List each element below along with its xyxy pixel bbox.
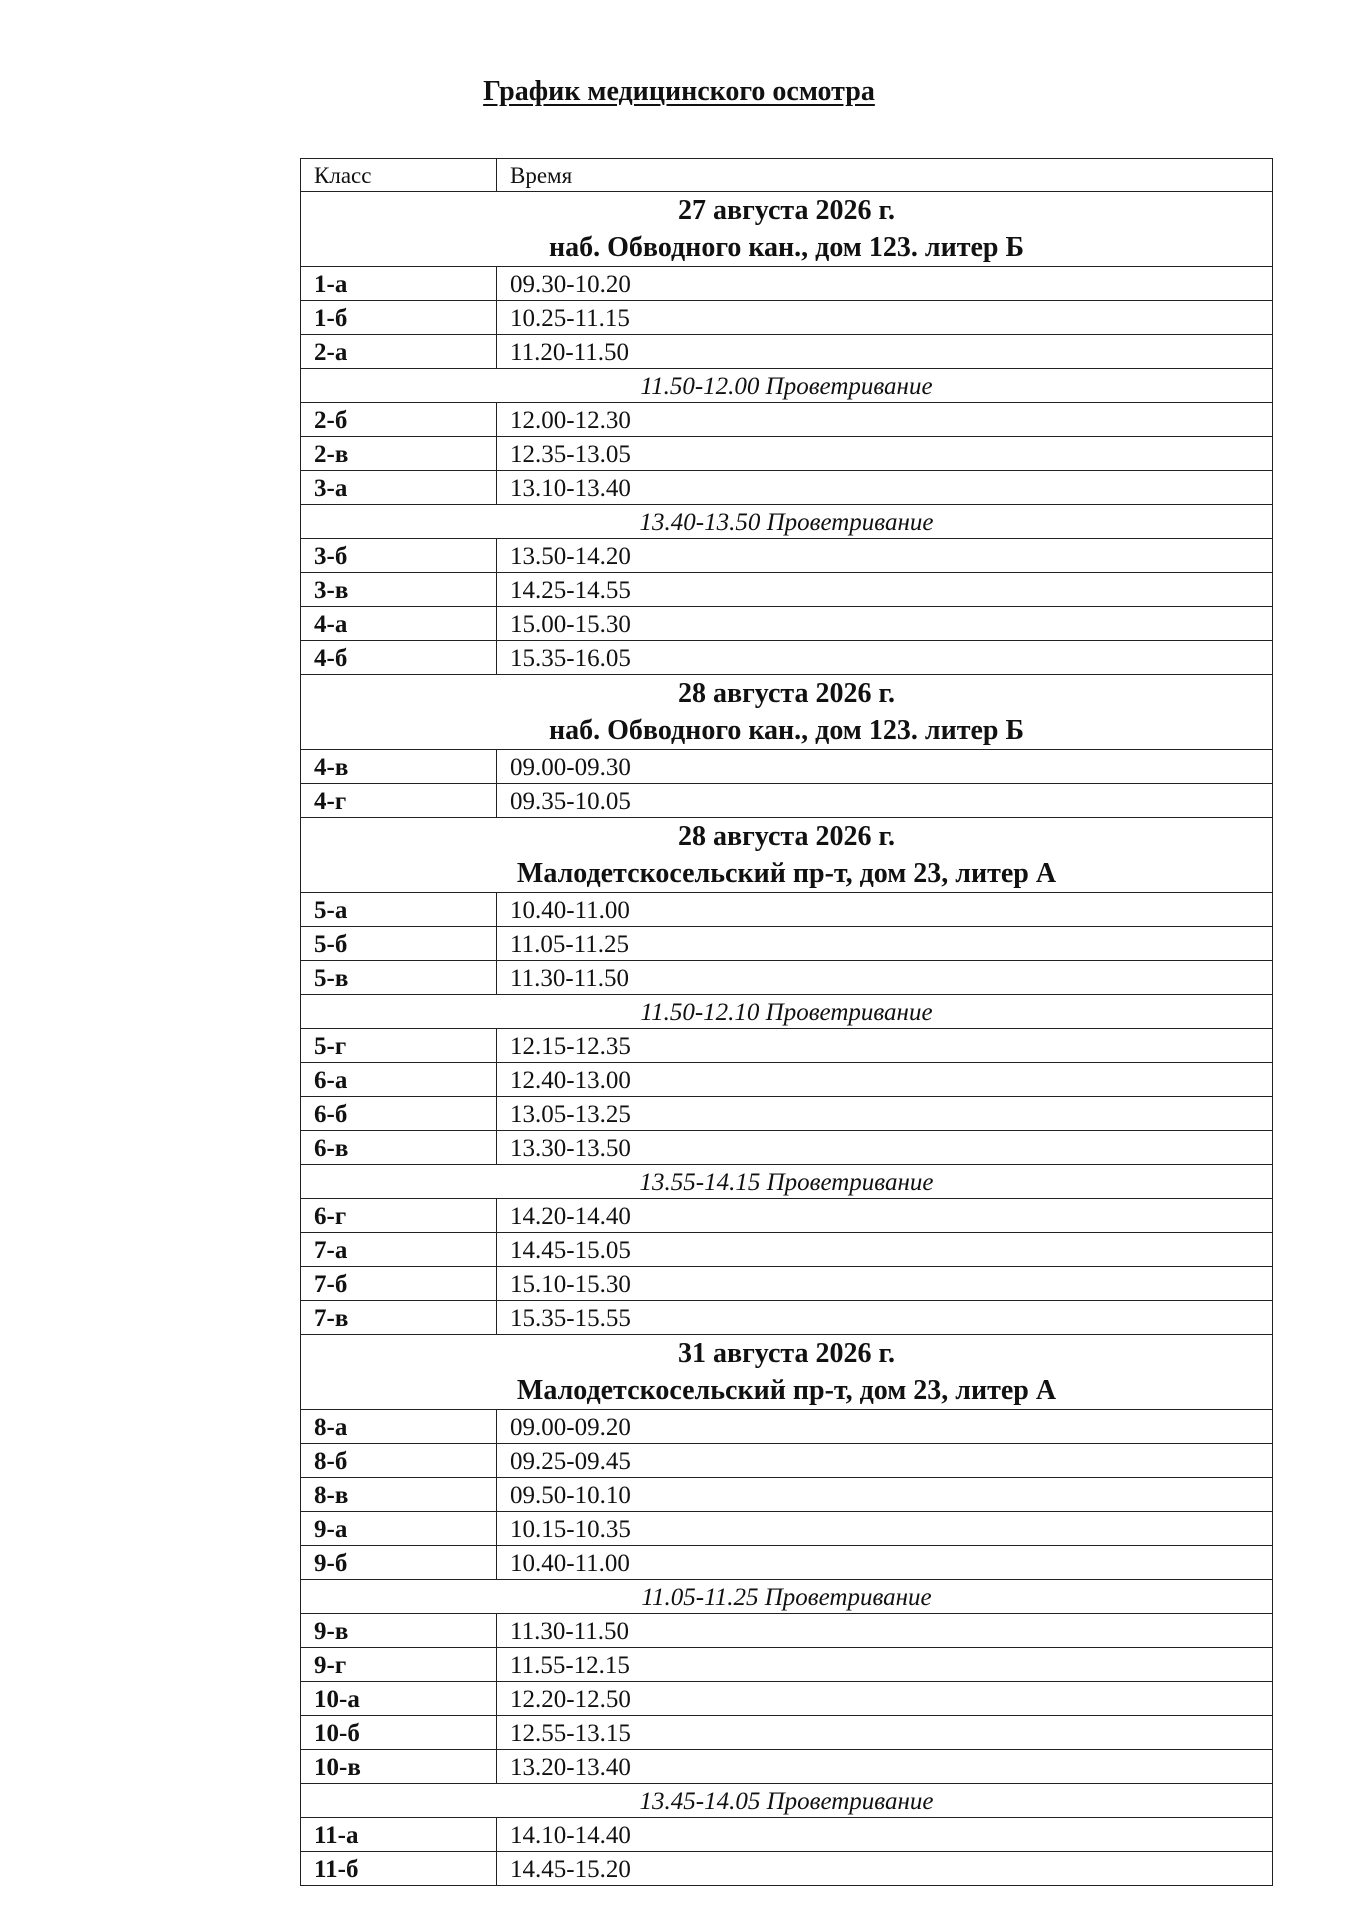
time-cell: 14.10-14.40: [497, 1818, 1273, 1852]
time-cell: 12.20-12.50: [497, 1682, 1273, 1716]
class-cell: 1-б: [301, 301, 497, 335]
table-row: [301, 641, 1273, 675]
section-date: 28 августа 2026 г.: [677, 821, 896, 852]
table-row: [301, 1233, 1273, 1267]
break-row: [301, 1784, 1273, 1818]
class-cell: 9-а: [301, 1512, 497, 1546]
class-cell: 9-в: [301, 1614, 497, 1648]
table-row: [301, 573, 1273, 607]
class-cell: 4-г: [301, 784, 497, 818]
class-cell: 7-а: [301, 1233, 497, 1267]
section-header: [301, 192, 1273, 267]
time-cell: 09.35-10.05: [497, 784, 1273, 818]
class-cell: 11-а: [301, 1818, 497, 1852]
table-row: [301, 267, 1273, 301]
section-location: Малодетскосельский пр-т, дом 23, литер А: [516, 1375, 1057, 1406]
table-row: [301, 1512, 1273, 1546]
break-text: 11.50-12.10 Проветривание: [301, 995, 1273, 1029]
break-row: [301, 1165, 1273, 1199]
table-row: [301, 1852, 1273, 1886]
section-header: [301, 1335, 1273, 1410]
break-text: 13.40-13.50 Проветривание: [301, 505, 1273, 539]
table-row: [301, 437, 1273, 471]
table-header-row: [301, 159, 1273, 192]
class-cell: 9-г: [301, 1648, 497, 1682]
class-cell: 2-б: [301, 403, 497, 437]
time-cell: 12.00-12.30: [497, 403, 1273, 437]
class-cell: 3-а: [301, 471, 497, 505]
break-row: [301, 995, 1273, 1029]
table-row: [301, 1444, 1273, 1478]
time-cell: 10.40-11.00: [497, 893, 1273, 927]
page-title: [0, 72, 1358, 112]
class-cell: 5-в: [301, 961, 497, 995]
class-cell: 10-б: [301, 1716, 497, 1750]
class-cell: 8-а: [301, 1410, 497, 1444]
column-header-class: Класс: [301, 159, 497, 192]
table-row: [301, 961, 1273, 995]
table-row: [301, 539, 1273, 573]
class-cell: 6-в: [301, 1131, 497, 1165]
table-row: [301, 1546, 1273, 1580]
class-cell: 8-в: [301, 1478, 497, 1512]
break-row: [301, 369, 1273, 403]
time-cell: 13.30-13.50: [497, 1131, 1273, 1165]
table-row: [301, 927, 1273, 961]
class-cell: 5-г: [301, 1029, 497, 1063]
time-cell: 11.30-11.50: [497, 961, 1273, 995]
time-cell: 09.30-10.20: [497, 267, 1273, 301]
table-row: [301, 1131, 1273, 1165]
section-header: [301, 818, 1273, 893]
section-header: [301, 675, 1273, 750]
class-cell: 4-в: [301, 750, 497, 784]
table-row: [301, 750, 1273, 784]
time-cell: 14.45-15.20: [497, 1852, 1273, 1886]
table-row: [301, 784, 1273, 818]
page-title-text: График медицинского осмотра: [483, 76, 875, 107]
time-cell: 12.40-13.00: [497, 1063, 1273, 1097]
schedule-body: [301, 159, 1273, 1886]
class-cell: 4-а: [301, 607, 497, 641]
time-cell: 12.35-13.05: [497, 437, 1273, 471]
time-cell: 11.55-12.15: [497, 1648, 1273, 1682]
table-row: [301, 1029, 1273, 1063]
section-header-row: [301, 818, 1273, 893]
class-cell: 8-б: [301, 1444, 497, 1478]
section-date: 28 августа 2026 г.: [677, 678, 896, 709]
table-row: [301, 1410, 1273, 1444]
class-cell: 6-б: [301, 1097, 497, 1131]
table-row: [301, 335, 1273, 369]
section-header-row: [301, 192, 1273, 267]
section-date: 27 августа 2026 г.: [677, 195, 896, 226]
table-row: [301, 1267, 1273, 1301]
table-row: [301, 1063, 1273, 1097]
break-row: [301, 505, 1273, 539]
time-cell: 14.25-14.55: [497, 573, 1273, 607]
class-cell: 9-б: [301, 1546, 497, 1580]
class-cell: 7-б: [301, 1267, 497, 1301]
time-cell: 11.20-11.50: [497, 335, 1273, 369]
table-row: [301, 301, 1273, 335]
table-row: [301, 403, 1273, 437]
column-header-time: Время: [497, 159, 1273, 192]
break-text: 11.50-12.00 Проветривание: [301, 369, 1273, 403]
time-cell: 13.10-13.40: [497, 471, 1273, 505]
time-cell: 11.05-11.25: [497, 927, 1273, 961]
time-cell: 14.20-14.40: [497, 1199, 1273, 1233]
time-cell: 11.30-11.50: [497, 1614, 1273, 1648]
table-row: [301, 1199, 1273, 1233]
class-cell: 5-а: [301, 893, 497, 927]
time-cell: 09.00-09.20: [497, 1410, 1273, 1444]
table-row: [301, 1716, 1273, 1750]
time-cell: 15.00-15.30: [497, 607, 1273, 641]
section-location: наб. Обводного кан., дом 123. литер Б: [548, 715, 1024, 746]
time-cell: 12.55-13.15: [497, 1716, 1273, 1750]
time-cell: 09.00-09.30: [497, 750, 1273, 784]
table-row: [301, 1682, 1273, 1716]
break-text: 11.05-11.25 Проветривание: [301, 1580, 1273, 1614]
table-row: [301, 893, 1273, 927]
table-row: [301, 1648, 1273, 1682]
section-header-row: [301, 675, 1273, 750]
time-cell: 13.20-13.40: [497, 1750, 1273, 1784]
time-cell: 09.25-09.45: [497, 1444, 1273, 1478]
class-cell: 6-а: [301, 1063, 497, 1097]
table-row: [301, 607, 1273, 641]
time-cell: 10.15-10.35: [497, 1512, 1273, 1546]
class-cell: 6-г: [301, 1199, 497, 1233]
time-cell: 12.15-12.35: [497, 1029, 1273, 1063]
class-cell: 11-б: [301, 1852, 497, 1886]
class-cell: 4-б: [301, 641, 497, 675]
class-cell: 2-а: [301, 335, 497, 369]
time-cell: 10.40-11.00: [497, 1546, 1273, 1580]
table-row: [301, 1750, 1273, 1784]
time-cell: 15.35-15.55: [497, 1301, 1273, 1335]
time-cell: 10.25-11.15: [497, 301, 1273, 335]
section-location: Малодетскосельский пр-т, дом 23, литер А: [516, 858, 1057, 889]
section-header-row: [301, 1335, 1273, 1410]
time-cell: 15.10-15.30: [497, 1267, 1273, 1301]
break-text: 13.45-14.05 Проветривание: [301, 1784, 1273, 1818]
time-cell: 09.50-10.10: [497, 1478, 1273, 1512]
class-cell: 10-а: [301, 1682, 497, 1716]
table-row: [301, 1478, 1273, 1512]
break-row: [301, 1580, 1273, 1614]
table-row: [301, 1614, 1273, 1648]
time-cell: 13.50-14.20: [497, 539, 1273, 573]
time-cell: 13.05-13.25: [497, 1097, 1273, 1131]
class-cell: 7-в: [301, 1301, 497, 1335]
table-row: [301, 1301, 1273, 1335]
class-cell: 5-б: [301, 927, 497, 961]
schedule-table: [300, 158, 1273, 1886]
class-cell: 1-а: [301, 267, 497, 301]
section-location: наб. Обводного кан., дом 123. литер Б: [548, 232, 1024, 263]
time-cell: 15.35-16.05: [497, 641, 1273, 675]
class-cell: 2-в: [301, 437, 497, 471]
section-date: 31 августа 2026 г.: [677, 1338, 896, 1369]
class-cell: 3-в: [301, 573, 497, 607]
class-cell: 3-б: [301, 539, 497, 573]
table-row: [301, 471, 1273, 505]
class-cell: 10-в: [301, 1750, 497, 1784]
table-row: [301, 1097, 1273, 1131]
time-cell: 14.45-15.05: [497, 1233, 1273, 1267]
break-text: 13.55-14.15 Проветривание: [301, 1165, 1273, 1199]
table-row: [301, 1818, 1273, 1852]
